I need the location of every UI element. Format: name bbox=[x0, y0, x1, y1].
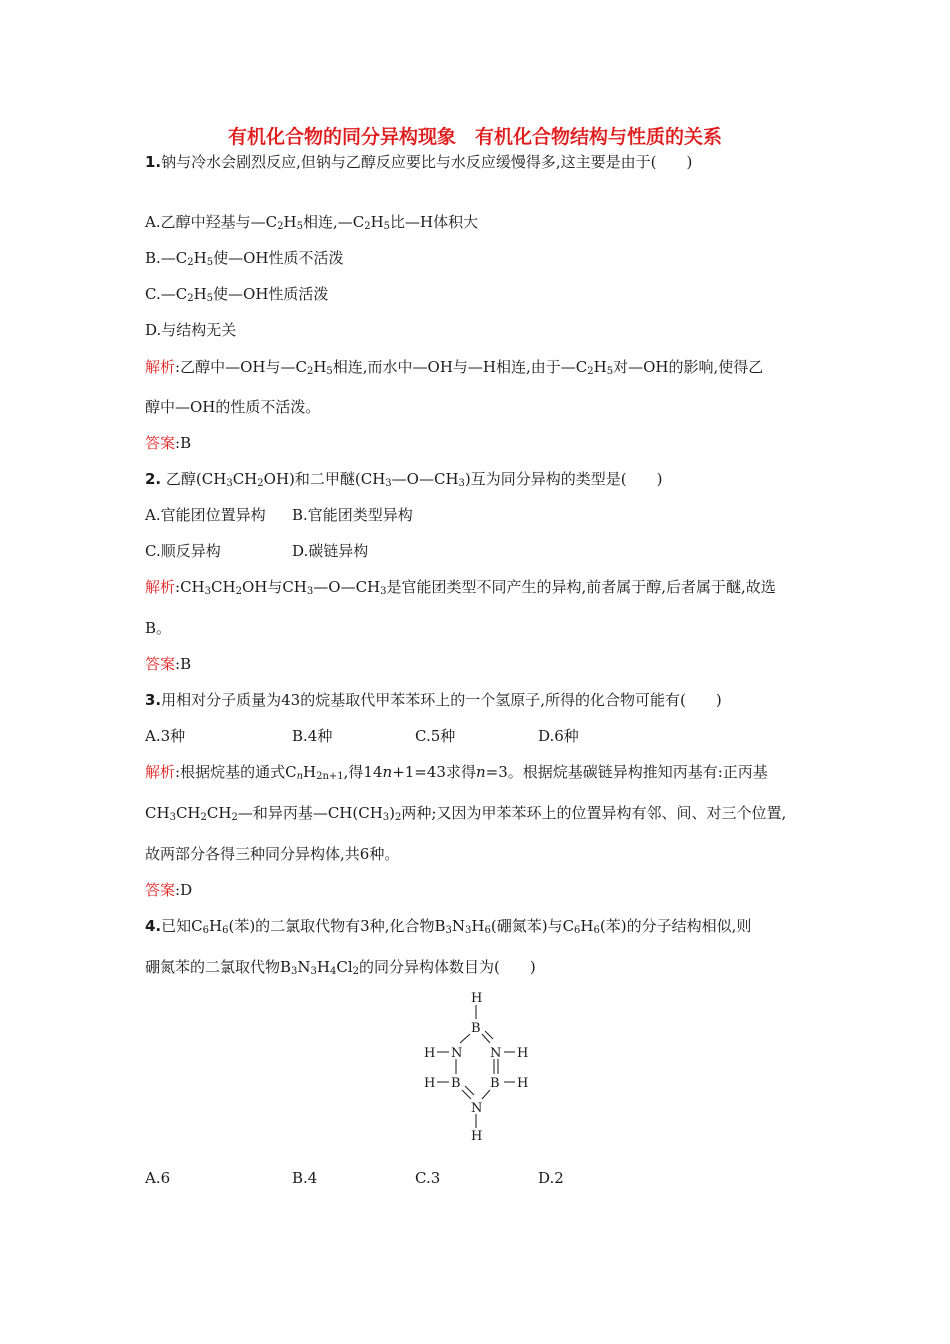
q1-option-d: D.与结构无关 bbox=[145, 321, 237, 339]
question-4-stem: 4.已知$C_6H_6$(苯)的二氯取代物有3种,化合物$B_3N_3H_6$(硼氮苯)与$C_6H_6$(苯)的分子结构相似,则 bbox=[145, 917, 752, 936]
question-3-stem: 3.用相对分子质量为43的烷基取代甲苯苯环上的一个氢原子,所得的化合物可能有( ) bbox=[145, 691, 722, 709]
borazine-structure-diagram bbox=[418, 988, 536, 1142]
q4-option-a: A.6 bbox=[145, 1169, 171, 1187]
q4-option-b: B.4 bbox=[292, 1169, 318, 1187]
atom-label: H bbox=[471, 991, 483, 1006]
q3-option-c: C.5种 bbox=[415, 727, 456, 745]
q1-analysis: 解析:乙醇中—OH与$—C_2H_5$相连,而水中—OH与—H相连,由于$—C_2H_5$对—OH的影响,使得乙 bbox=[145, 358, 764, 377]
answer-label: 答案 bbox=[145, 655, 176, 673]
atom-label: H bbox=[517, 1046, 529, 1061]
atom-label: N bbox=[471, 1101, 483, 1116]
q3-analysis-cont-1: $CH_3CH_2CH_2—$和异丙基$—CH(CH_3)_2$两种;又因为甲苯苯环上的位置异构有邻、间、对三个位置, bbox=[145, 804, 787, 823]
question-number: 4. bbox=[145, 917, 162, 935]
q1-option-c: $C.—C_2H_5$使—OH性质活泼 bbox=[145, 285, 329, 304]
bond bbox=[460, 1034, 470, 1043]
question-4-stem-cont: 硼氮苯的二氯取代物$B_3N_3H_4Cl_2$的同分异构体数目为( ) bbox=[145, 958, 536, 977]
bond bbox=[482, 1090, 490, 1099]
page-title: 有机化合物的同分异构现象 有机化合物结构与性质的关系 bbox=[227, 126, 722, 148]
q4-option-d: D.2 bbox=[538, 1169, 564, 1187]
question-2-stem: 2. 乙醇$(CH_3CH_2OH)$和二甲醚$(CH_3—O—CH_3)$互为同分异构的类型是( ) bbox=[145, 470, 663, 489]
analysis-label: 解析 bbox=[145, 763, 176, 781]
q2-option-c: C.顺反异构 bbox=[145, 542, 221, 560]
atom-label: H bbox=[517, 1076, 529, 1091]
atom-label: N bbox=[490, 1046, 502, 1061]
answer-label: 答案 bbox=[145, 881, 176, 899]
question-number: 1. bbox=[145, 153, 162, 171]
atom-label: H bbox=[471, 1129, 483, 1142]
q3-analysis: 解析:根据烷基的通式$C_nH_{2n+1}$,得14n+1=43求得n=3。根据烷基碳链异构推知丙基有:正丙基 bbox=[145, 763, 768, 782]
q3-option-d: D.6种 bbox=[538, 727, 579, 745]
atom-label: H bbox=[424, 1046, 436, 1061]
atom-label: H bbox=[424, 1076, 436, 1091]
question-number: 2. bbox=[145, 470, 162, 488]
atom-label: B bbox=[490, 1076, 500, 1091]
q3-answer: 答案:D bbox=[145, 881, 193, 899]
question-1-stem: 1.钠与冷水会剧烈反应,但钠与乙醇反应要比与水反应缓慢得多,这主要是由于( ) bbox=[145, 153, 693, 171]
q1-analysis-cont: 醇中—OH的性质不活泼。 bbox=[145, 398, 321, 416]
q2-option-d: D.碳链异构 bbox=[292, 542, 369, 560]
q1-option-a: A.乙醇中羟基与$—C_2H_5$相连$,—C_2H_5$比—H体积大 bbox=[145, 213, 479, 232]
q2-answer: 答案:B bbox=[145, 655, 192, 673]
q4-option-c: C.3 bbox=[415, 1169, 441, 1187]
q3-analysis-cont-2: 故两部分各得三种同分异构体,共6种。 bbox=[145, 845, 400, 863]
q3-option-b: B.4种 bbox=[292, 727, 333, 745]
answer-label: 答案 bbox=[145, 434, 176, 452]
q1-option-b: $B.—C_2H_5$使—OH性质不活泼 bbox=[145, 249, 344, 268]
atom-label: N bbox=[451, 1046, 463, 1061]
analysis-label: 解析 bbox=[145, 578, 176, 596]
analysis-label: 解析 bbox=[145, 358, 176, 376]
q2-analysis-cont: B。 bbox=[145, 619, 172, 637]
q1-answer: 答案:B bbox=[145, 434, 192, 452]
atom-label: B bbox=[451, 1076, 461, 1091]
question-number: 3. bbox=[145, 691, 162, 709]
bond bbox=[485, 1031, 493, 1039]
q3-option-a: A.3种 bbox=[145, 727, 186, 745]
q2-option-a: A.官能团位置异构 bbox=[145, 506, 266, 524]
atom-label: B bbox=[471, 1021, 481, 1036]
q2-option-b: B.官能团类型异构 bbox=[292, 506, 413, 524]
q2-analysis: 解析$:CH_3CH_2OH$与$CH_3—O—CH_3$是官能团类型不同产生的异构,前者属于醇,后者属于醚,故选 bbox=[145, 578, 776, 597]
